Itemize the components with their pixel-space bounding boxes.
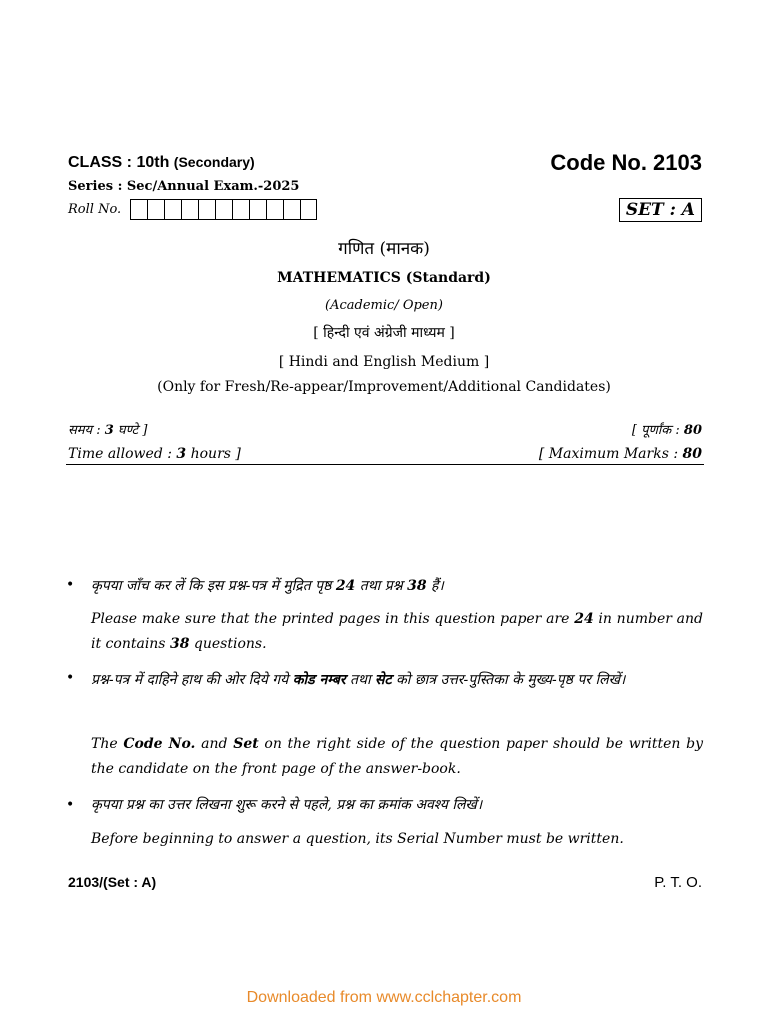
question-count: 38 [407, 578, 427, 594]
roll-digit-box[interactable] [266, 199, 283, 220]
text: कृपया जाँच कर लें कि इस प्रश्न-पत्र में मुद्रित पृष्ठ [91, 578, 336, 594]
code-number-term: Code No. [123, 736, 196, 752]
class-label [68, 154, 255, 172]
class-sub: (Secondary) [173, 154, 255, 170]
instruction-2-hindi [91, 666, 703, 695]
time-allowed-hindi [68, 420, 147, 438]
text: प्रश्न-पत्र में दाहिने हाथ की ओर दिये गये [91, 672, 293, 688]
instruction-3-hindi: कृपया प्रश्न का उत्तर लिखना शुरू करने से पहले, प्रश्न का क्रमांक अवश्य लिखें। [91, 797, 483, 813]
marks-en-value: 80 [682, 446, 702, 462]
text: and [195, 736, 234, 752]
stream-label: (Academic/ Open) [325, 298, 443, 313]
text: The [91, 736, 124, 752]
roll-digit-box[interactable] [283, 199, 300, 220]
medium-english: [ Hindi and English Medium ] [278, 354, 490, 370]
time-hi-unit: घण्टे ] [113, 423, 148, 438]
roll-digit-box[interactable] [300, 199, 317, 220]
roll-digit-box[interactable] [232, 199, 249, 220]
instruction-3-english: Before beginning to answer a question, its Serial Number must be written. [91, 831, 624, 847]
set-badge: SET : A [619, 198, 702, 222]
time-allowed-english [68, 446, 241, 462]
roll-digit-box[interactable] [249, 199, 266, 220]
candidate-note: (Only for Fresh/Re-appear/Improvement/Additional Candidates) [157, 379, 611, 395]
marks-hi-label: [ पूर्णांक : [631, 423, 684, 438]
text: Please make sure that the printed pages in this question paper are [91, 611, 575, 627]
instruction-1-hindi [91, 574, 703, 599]
time-hi-label: समय : [68, 423, 105, 438]
text: को छात्र उत्तर-पुस्तिका के मुख्य-पृष्ठ पर लिखें। [391, 672, 626, 688]
footer-code-set: 2103/(Set : A) [68, 874, 157, 890]
roll-digit-box[interactable] [130, 199, 147, 220]
roll-digit-box[interactable] [198, 199, 215, 220]
code-number-term: कोड नम्बर [292, 672, 346, 688]
time-hi-value: 3 [104, 423, 114, 438]
series-label: Series : Sec/Annual Exam.-2025 [68, 179, 300, 194]
text: तथा प्रश्न [355, 578, 408, 594]
time-en-label: Time allowed : [68, 446, 177, 462]
bullet-3: • [66, 797, 75, 813]
time-en-value: 3 [176, 446, 187, 462]
please-turn-over: P. T. O. [654, 874, 702, 891]
code-number: Code No. 2103 [550, 150, 702, 175]
roll-number-boxes[interactable] [130, 199, 317, 220]
page-count: 24 [574, 611, 594, 627]
medium-hindi: [ हिन्दी एवं अंग्रेजी माध्यम ] [313, 325, 455, 341]
text: हैं। [426, 578, 444, 594]
marks-hi-value: 80 [683, 423, 702, 438]
text: तथा [345, 672, 376, 688]
subject-title-english: MATHEMATICS (Standard) [277, 270, 491, 286]
instruction-1-english [91, 607, 703, 657]
bullet-2: • [66, 670, 75, 686]
roll-digit-box[interactable] [215, 199, 232, 220]
page-count: 24 [335, 578, 356, 594]
set-term: सेट [375, 672, 392, 688]
max-marks-english [539, 446, 702, 462]
question-count: 38 [169, 636, 190, 652]
text: in number and it contains [91, 611, 703, 652]
instruction-2-english [91, 732, 703, 782]
text: questions. [189, 636, 267, 652]
roll-number-label: Roll No. [68, 202, 122, 217]
download-source-link[interactable]: Downloaded from www.cclchapter.com [246, 989, 522, 1006]
header-divider [66, 464, 704, 465]
roll-digit-box[interactable] [147, 199, 164, 220]
roll-digit-box[interactable] [164, 199, 181, 220]
class-main: CLASS : 10th [68, 154, 170, 171]
bullet-1: • [66, 577, 75, 593]
roll-digit-box[interactable] [181, 199, 198, 220]
marks-en-label: [ Maximum Marks : [538, 446, 683, 462]
max-marks-hindi [632, 420, 702, 438]
time-en-unit: hours ] [186, 446, 241, 462]
set-term: Set [233, 736, 259, 752]
text: on the right side of the question paper should be written by the candidate on the front page of the answer-book. [91, 736, 703, 777]
subject-title-hindi: गणित (मानक) [338, 239, 430, 259]
